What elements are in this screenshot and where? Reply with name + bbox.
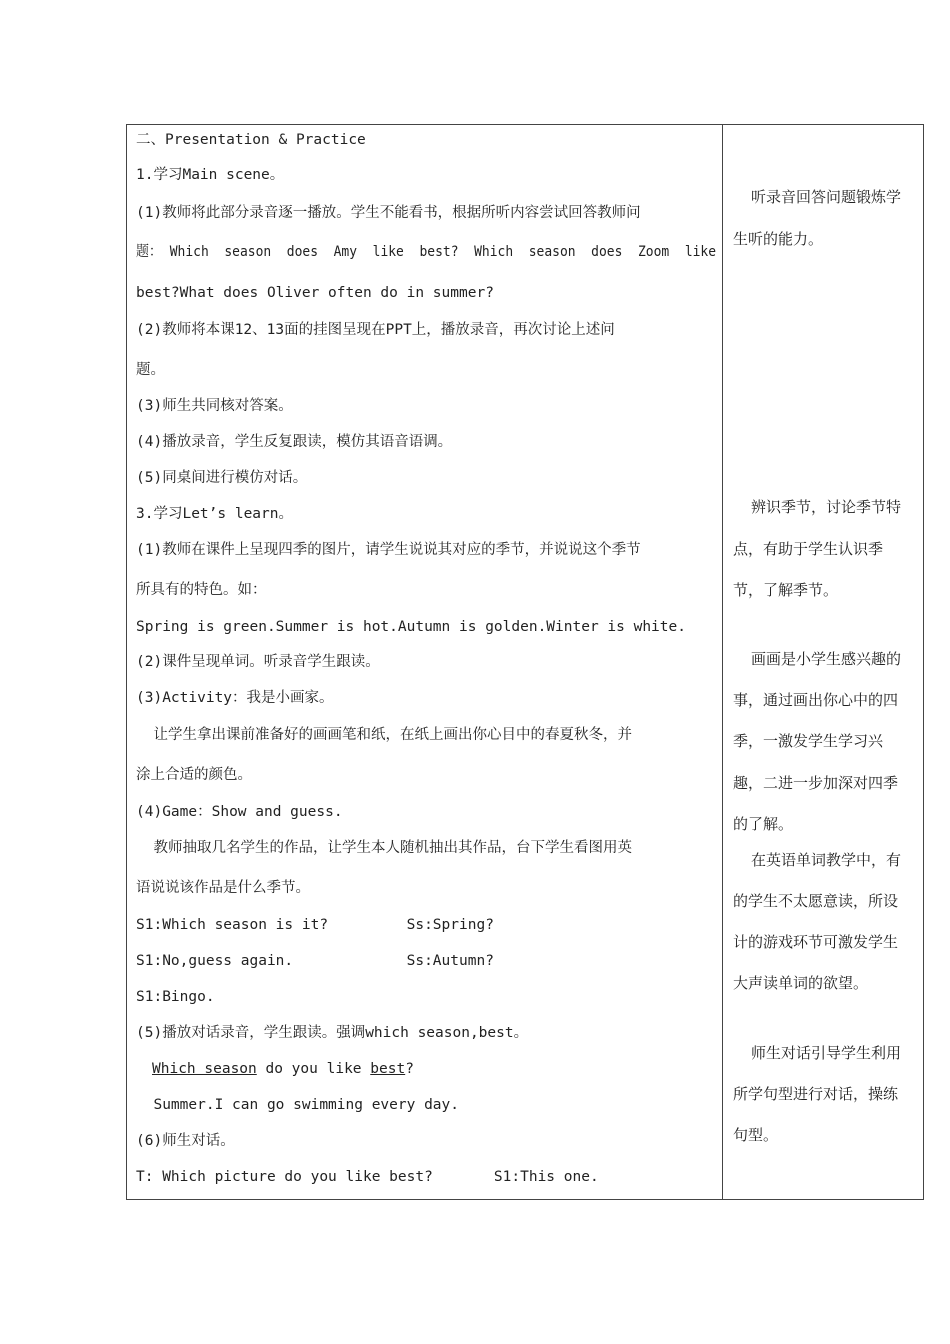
example-sentence bbox=[152, 1059, 414, 1079]
text-line: best?What does Oliver often do in summer? bbox=[136, 285, 494, 301]
text-line: 1.学习Main scene。 bbox=[136, 167, 285, 183]
text-line: 涂上合适的颜色。 bbox=[136, 767, 252, 783]
note-line: 节，了解季节。 bbox=[733, 581, 839, 599]
sentence-part: do you like bbox=[256, 1061, 371, 1077]
note-line: 听录音回答问题锻炼学 bbox=[733, 188, 902, 206]
sentence-part: ? bbox=[405, 1061, 414, 1077]
text-line: (1)教师将此部分录音逐一播放。学生不能看书，根据所听内容尝试回答教师问 bbox=[136, 205, 641, 221]
note-line: 的学生不太愿意读，所设 bbox=[733, 892, 899, 910]
underlined-phrase: Which season bbox=[152, 1061, 257, 1077]
note-line: 计的游戏环节可激发学生 bbox=[733, 933, 899, 951]
text-line: (5)同桌间进行模仿对话。 bbox=[136, 470, 308, 486]
dialogue-line: S1:No,guess again. Ss:Autumn? bbox=[136, 953, 494, 969]
text-line: 教师抽取几名学生的作品，让学生本人随机抽出其作品，台下学生看图用英 bbox=[136, 840, 632, 856]
text-line: (2)教师将本课12、13面的挂图呈现在PPT上，播放录音，再次讨论上述问 bbox=[136, 322, 615, 338]
section-heading: 二、Presentation & Practice bbox=[136, 132, 366, 148]
text-line: 让学生拿出课前准备好的画画笔和纸，在纸上画出你心目中的春夏秋冬，并 bbox=[136, 727, 632, 743]
text-line: 语说说该作品是什么季节。 bbox=[136, 880, 310, 896]
note-line: 所学句型进行对话，操练 bbox=[733, 1085, 899, 1103]
text-line: (4)播放录音，学生反复跟读，模仿其语音语调。 bbox=[136, 434, 453, 450]
text-line: (3)Activity：我是小画家。 bbox=[136, 690, 334, 706]
text-line: (2)课件呈现单词。听录音学生跟读。 bbox=[136, 654, 380, 670]
note-line: 事，通过画出你心中的四 bbox=[733, 691, 899, 709]
note-line: 句型。 bbox=[733, 1126, 779, 1144]
dialogue-line: T: Which picture do you like best? S1:This one. bbox=[136, 1169, 599, 1185]
text-line: (4)Game：Show and guess. bbox=[136, 804, 343, 820]
example-sentence: Summer.I can go swimming every day. bbox=[136, 1097, 460, 1113]
text-line: (6)师生对话。 bbox=[136, 1133, 235, 1149]
note-line: 生听的能力。 bbox=[733, 230, 824, 248]
text-line: (5)播放对话录音，学生跟读。强调which season,best。 bbox=[136, 1025, 529, 1041]
text-line: 题： Which season does Amy like best? Which season does Zoom like bbox=[136, 244, 717, 260]
underlined-word: best bbox=[370, 1061, 406, 1077]
dialogue-line: S1:Bingo. bbox=[136, 989, 215, 1005]
dialogue-line: S1:Which season is it? Ss:Spring? bbox=[136, 917, 494, 933]
text-line: 所具有的特色。如： bbox=[136, 582, 267, 598]
column-divider bbox=[722, 125, 723, 1199]
text-line: Spring is green.Summer is hot.Autumn is golden.Winter is white. bbox=[136, 619, 686, 635]
text-line: 题。 bbox=[136, 362, 165, 378]
note-line: 大声读单词的欲望。 bbox=[733, 974, 869, 992]
note-line: 季，一激发学生学习兴 bbox=[733, 732, 884, 750]
lesson-table bbox=[126, 124, 924, 1200]
note-line: 辨识季节，讨论季节特 bbox=[733, 498, 902, 516]
note-line: 趣，二进一步加深对四季 bbox=[733, 774, 899, 792]
text-line: (1)教师在课件上呈现四季的图片，请学生说说其对应的季节，并说说这个季节 bbox=[136, 542, 641, 558]
note-line: 画画是小学生感兴趣的 bbox=[733, 650, 902, 668]
note-line: 点，有助于学生认识季 bbox=[733, 540, 884, 558]
note-line: 在英语单词教学中，有 bbox=[733, 851, 902, 869]
note-line: 的了解。 bbox=[733, 815, 794, 833]
note-line: 师生对话引导学生利用 bbox=[733, 1044, 902, 1062]
text-line: 3.学习Let’s learn。 bbox=[136, 506, 293, 522]
text-line: (3)师生共同核对答案。 bbox=[136, 398, 293, 414]
